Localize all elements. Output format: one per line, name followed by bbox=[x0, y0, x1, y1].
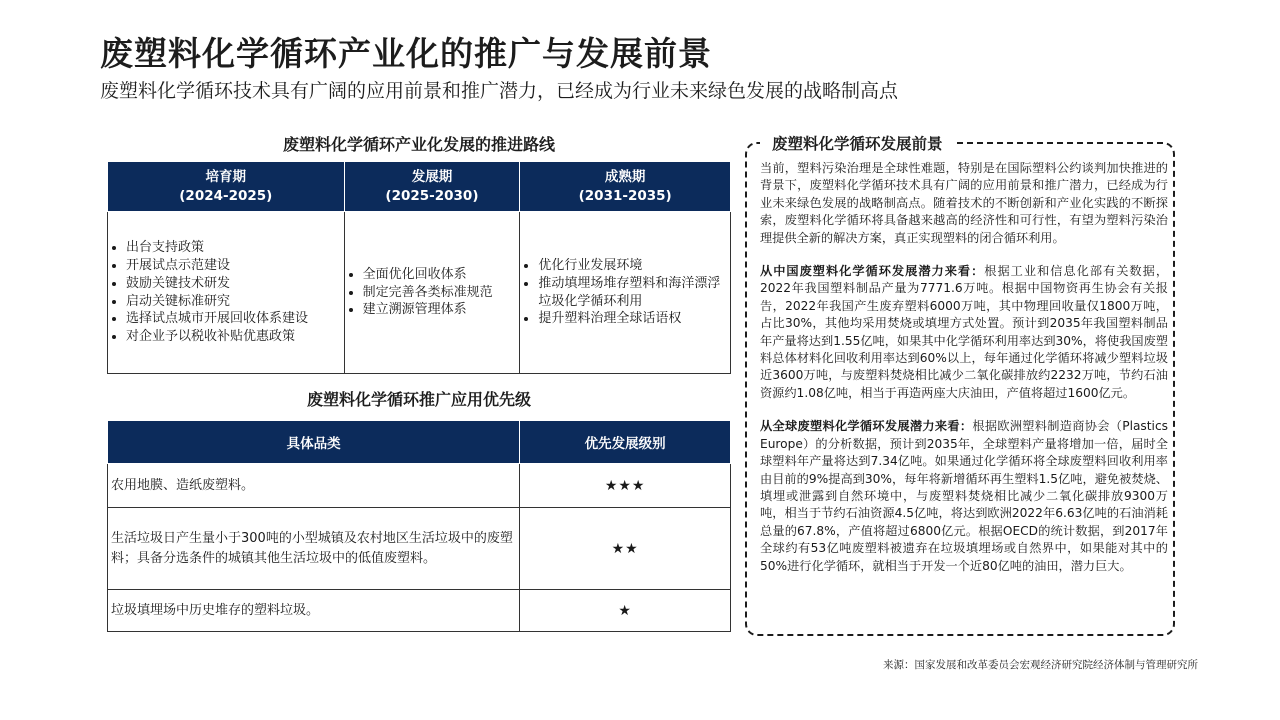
list-item: • 制定完善各类标准规范 bbox=[363, 284, 520, 302]
list-item: • 对企业予以税收补贴优惠政策 bbox=[126, 328, 344, 346]
roadmap-cell-cultivation bbox=[108, 212, 345, 374]
list-item: • 选择试点城市开展回收体系建设 bbox=[126, 310, 344, 328]
priority-header-row bbox=[108, 421, 731, 464]
phase-period: (2025-2030) bbox=[385, 187, 479, 204]
china-label: 从中国废塑料化学循环发展潜力来看： bbox=[760, 264, 985, 279]
bullet-list bbox=[345, 266, 520, 319]
list-item: • 鼓励关键技术研发 bbox=[126, 275, 344, 293]
roadmap-cell-development bbox=[344, 212, 520, 374]
global-text: 根据欧洲塑料制造商协会（Plastics Europe）的分析数据，预计到2035年，全球塑料产量将增加一倍，届时全球塑料年产量将达到7.34亿吨。如果通过化学循环将全球废塑料回收利用率由目前的9%提高到30%，每年将新增循环再生塑料1.5亿吨，避免被焚烧、填埋或泄露到自然环境中，与废塑料焚烧相比减少二氧化碳排放9300万吨，相当于节约石油资源4.5亿吨，将达到欧洲2022年6.63亿吨的石油消耗总量的67.8%，产值将超过6800亿元。根据OECD的统计数据，到2017年全球约有53亿吨废塑料被遗弃在垃圾填埋场或自然界中，如果能对其中的50%进行化学循环，就相当于开发一个近80亿吨的油田，潜力巨大。 bbox=[760, 419, 1168, 573]
china-text: 根据工业和信息化部有关数据，2022年我国塑料制品产量为7771.6万吨。根据中国物资再生协会有关报告，2022年我国产生废弃塑料6000万吨，其中物理回收量仅1800万吨，占比30%，其他均采用焚烧或填埋方式处置。预计到2035年我国塑料制品年产量将达到1.55亿吨，如果其中化学循环利用率达到30%，将使我国废塑料总体材料化回收利用率达到60%以上，每年通过化学循环将减少塑料垃圾近3600万吨，与废塑料焚烧相比减少二氧化碳排放约2232万吨，节约石油资源约1.08亿吨，相当于再造两座大庆油田，产值将超过1600亿元。 bbox=[760, 264, 1169, 400]
roadmap-table bbox=[107, 161, 731, 374]
source-note: 来源：国家发展和改革委员会宏观经济研究院经济体制与管理研究所 bbox=[883, 659, 1198, 671]
priority-heading: 废塑料化学循环推广应用优先级 bbox=[306, 390, 531, 409]
level-header: 优先发展级别 bbox=[520, 421, 731, 464]
roadmap-header-cell bbox=[344, 162, 520, 212]
star-rating: ★★ bbox=[520, 508, 731, 590]
roadmap-header-cell bbox=[520, 162, 731, 212]
list-item: • 建立溯源管理体系 bbox=[363, 301, 520, 319]
global-label: 从全球废塑料化学循环发展潜力来看： bbox=[760, 419, 973, 434]
phase-name: 培育期 bbox=[205, 168, 247, 185]
roadmap-heading: 废塑料化学循环产业化发展的推进路线 bbox=[282, 135, 555, 154]
phase-period: (2024-2025) bbox=[179, 187, 273, 204]
bullet-list bbox=[108, 239, 344, 345]
list-item: • 启动关键标准研究 bbox=[126, 293, 344, 311]
priority-table bbox=[107, 420, 731, 632]
phase-period: (2031-2035) bbox=[578, 187, 672, 204]
list-item: • 推动填埋场堆存塑料和海洋漂浮垃圾化学循环利用 bbox=[538, 275, 730, 310]
outlook-intro: 当前，塑料污染治理是全球性难题，特别是在国际塑料公约谈判加快推进的背景下，废塑料化学循环技术具有广阔的应用前景和推广潜力，已经成为行业未来绿色发展的战略制高点。随着技术的不断创新和产业化实践的不断探索，废塑料化学循环将具备越来越高的经济性和可行性，有望为塑料污染治理提供全新的解决方案，真正实现塑料的闭合循环利用。 bbox=[760, 161, 1168, 245]
bullet-list bbox=[520, 257, 730, 328]
phase-name: 成熟期 bbox=[604, 168, 646, 185]
outlook-global-paragraph bbox=[760, 418, 1168, 575]
category-cell: 生活垃圾日产生量小于300吨的小型城镇及农村地区生活垃圾中的废塑料；具备分选条件的城镇其他生活垃圾中的低值废塑料。 bbox=[108, 508, 520, 590]
list-item: • 开展试点示范建设 bbox=[126, 257, 344, 275]
category-cell: 农用地膜、造纸废塑料。 bbox=[108, 464, 520, 508]
roadmap-cell-maturity bbox=[520, 212, 731, 374]
phase-name: 发展期 bbox=[411, 168, 453, 185]
roadmap-header-cell bbox=[108, 162, 345, 212]
category-header: 具体品类 bbox=[108, 421, 520, 464]
roadmap-header-row bbox=[108, 162, 731, 212]
outlook-title: 废塑料化学循环发展前景 bbox=[760, 132, 955, 154]
outlook-china-paragraph bbox=[760, 263, 1168, 402]
list-item: • 提升塑料治理全球话语权 bbox=[538, 310, 730, 328]
star-rating: ★★★ bbox=[520, 464, 731, 508]
table-row bbox=[108, 590, 731, 632]
list-item: • 优化行业发展环境 bbox=[538, 257, 730, 275]
page-title: 废塑料化学循环产业化的推广与发展前景 bbox=[100, 34, 712, 73]
list-item: • 全面优化回收体系 bbox=[363, 266, 520, 284]
category-cell: 垃圾填埋场中历史堆存的塑料垃圾。 bbox=[108, 590, 520, 632]
star-rating: ★ bbox=[520, 590, 731, 632]
page-subtitle: 废塑料化学循环技术具有广阔的应用前景和推广潜力，已经成为行业未来绿色发展的战略制高点 bbox=[100, 80, 899, 102]
outlook-body bbox=[760, 160, 1168, 591]
list-item: • 出台支持政策 bbox=[126, 239, 344, 257]
table-row bbox=[108, 464, 731, 508]
roadmap-body-row bbox=[108, 212, 731, 374]
table-row bbox=[108, 508, 731, 590]
